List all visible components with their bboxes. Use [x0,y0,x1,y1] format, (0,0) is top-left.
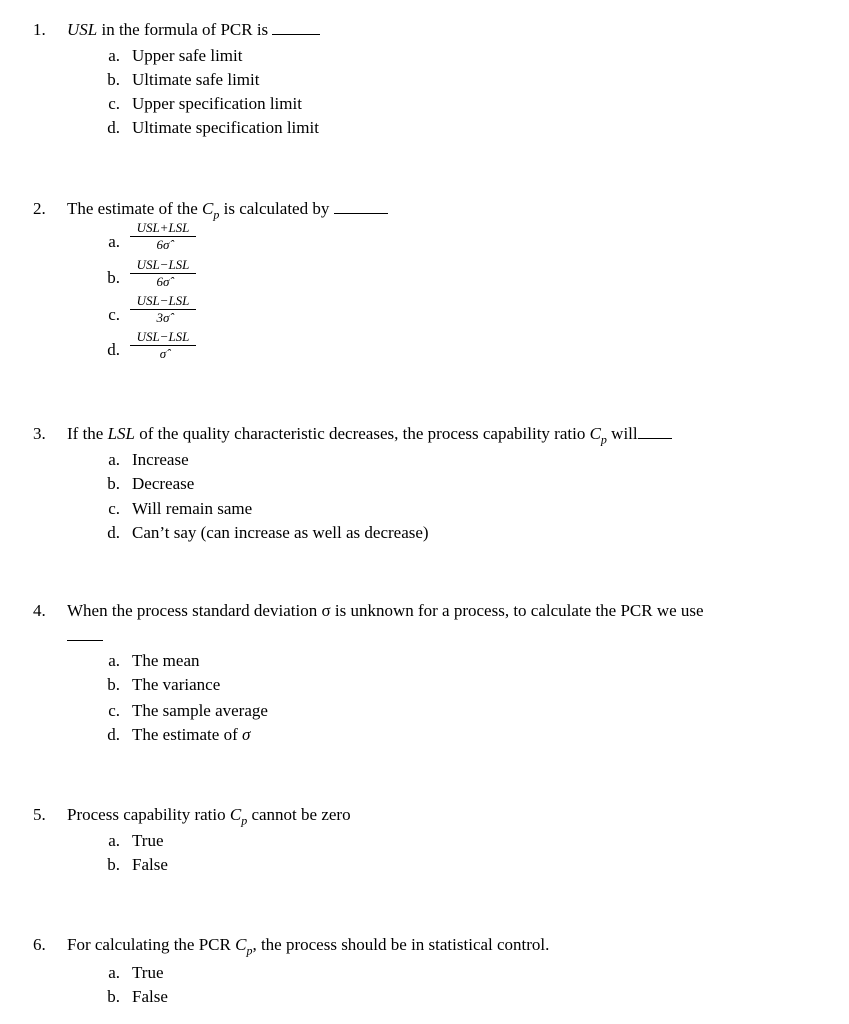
answer-blank [638,424,672,439]
question-text: Process capability ratio $C_p$ cannot be zero [67,805,351,828]
fraction-2a: USL+LSL 6σ̂ [130,221,196,252]
question-text: If the LSL of the quality characteristic decreases, the process capability ratio $C_p$ will [67,424,672,449]
question-number: 2. [33,199,46,218]
question-text: When the process standard deviation σ is unknown for a process, to calculate the PCR we use [67,601,704,620]
question-text: USL in the formula of PCR is [67,20,320,40]
question-number: 3. [33,424,46,443]
question-number: 6. [33,935,46,954]
question-number: 5. [33,805,46,824]
answer-blank [272,20,320,35]
answer-blank [334,199,388,214]
question-text: The estimate of the $C_p$ is calculated by [67,199,388,224]
answer-blank [67,640,103,641]
question-text: For calculating the PCR $C_p$, the process should be in statistical control. [67,935,550,958]
fraction-2d: USL−LSL σ̂ [130,330,196,361]
question-number: 1. [33,20,46,39]
question-number: 4. [33,601,46,620]
fraction-2c: USL−LSL 3σ̂ [130,294,196,325]
fraction-2b: USL−LSL 6σ̂ [130,258,196,289]
